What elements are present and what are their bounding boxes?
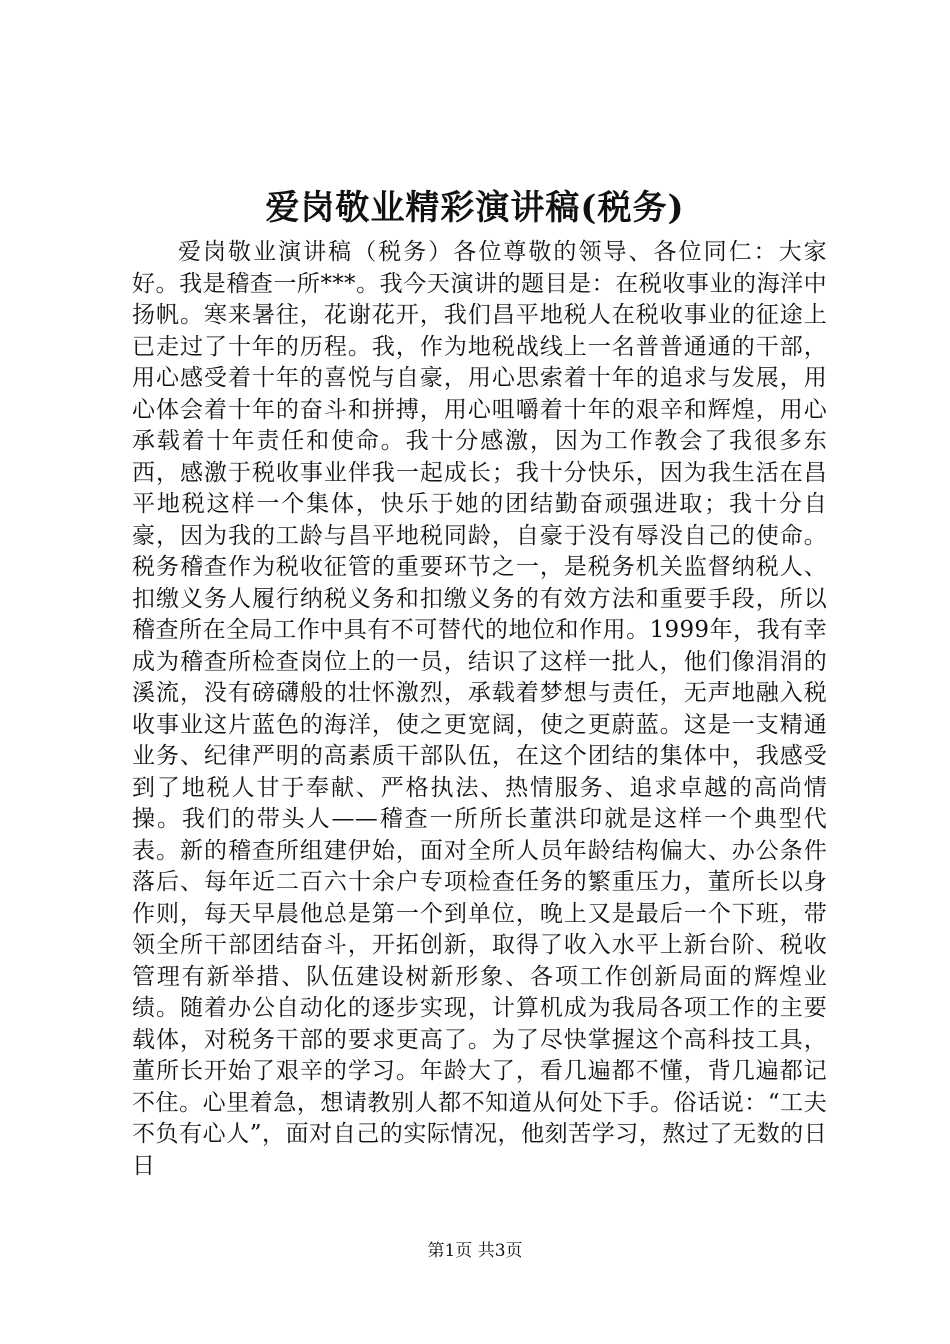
page-number-footer: 第1页 共3页 — [427, 1241, 523, 1261]
document-title: 爱岗敬业精彩演讲稿(税务) — [265, 188, 685, 228]
body-paragraph: 爱岗敬业演讲稿（税务）各位尊敬的领导、各位同仁：大家好。我是稽查一所***。我今天演讲的题目是：在税收事业的海洋中扬帆。寒来暑往，花谢花开，我们昌平地税人在税收事业的征途上已走过了十年的历程。我，作为地税战线上一名普普通通的干部，用心感受着十年的喜悦与自豪，用心思索着十年的追求与发展，用心体会着十年的奋斗和拼搏，用心咀嚼着十年的艰辛和辉煌，用心承载着十年责任和使命。我十分感激，因为工作教会了我很多东西，感激于税收事业伴我一起成长；我十分快乐，因为我生活在昌平地税这样一个集体，快乐于她的团结勤奋顽强进取；我十分自豪，因为我的工龄与昌平地税同龄，自豪于没有辱没自己的使命。税务稽查作为税收征管的重要环节之一，是税务机关监督纳税人、扣缴义务人履行纳税义务和扣缴义务的有效方法和重要手段，所以稽查所在全局工作中具有不可替代的地位和作用。1999年，我有幸成为稽查所检查岗位上的一员，结识了这样一批人，他们像涓涓的溪流，没有磅礴般的壮怀激烈，承载着梦想与责任，无声地融入税收事业这片蓝色的海洋，使之更宽阔，使之更蔚蓝。这是一支精通业务、纪律严明的高素质干部队伍，在这个团结的集体中，我感受到了地税人甘于奉献、严格执法、热情服务、追求卓越的高尚情操。我们的带头人——稽查一所所长董洪印就是这样一个典型代表。新的稽查所组建伊始，面对全所人员年龄结构偏大、办公条件落后、每年近二百六十余户专项检查任务的繁重压力，董所长以身作则，每天早晨他总是第一个到单位，晚上又是最后一个下班，带领全所干部团结奋斗，开拓创新，取得了收入水平上新台阶、税收管理有新举措、队伍建设树新形象、各项工作创新局面的辉煌业绩。随着办公自动化的逐步实现，计算机成为我局各项工作的主要载体，对税务干部的要求更高了。为了尽快掌握这个高科技工具，董所长开始了艰辛的学习。年龄大了，看几遍都不懂，背几遍都记不住。心里着急，想请教别人都不知道从何处下手。俗话说：“工夫不负有心人”，面对自己的实际情况，他刻苦学习，熬过了无数的日日 — [132, 239, 827, 1179]
